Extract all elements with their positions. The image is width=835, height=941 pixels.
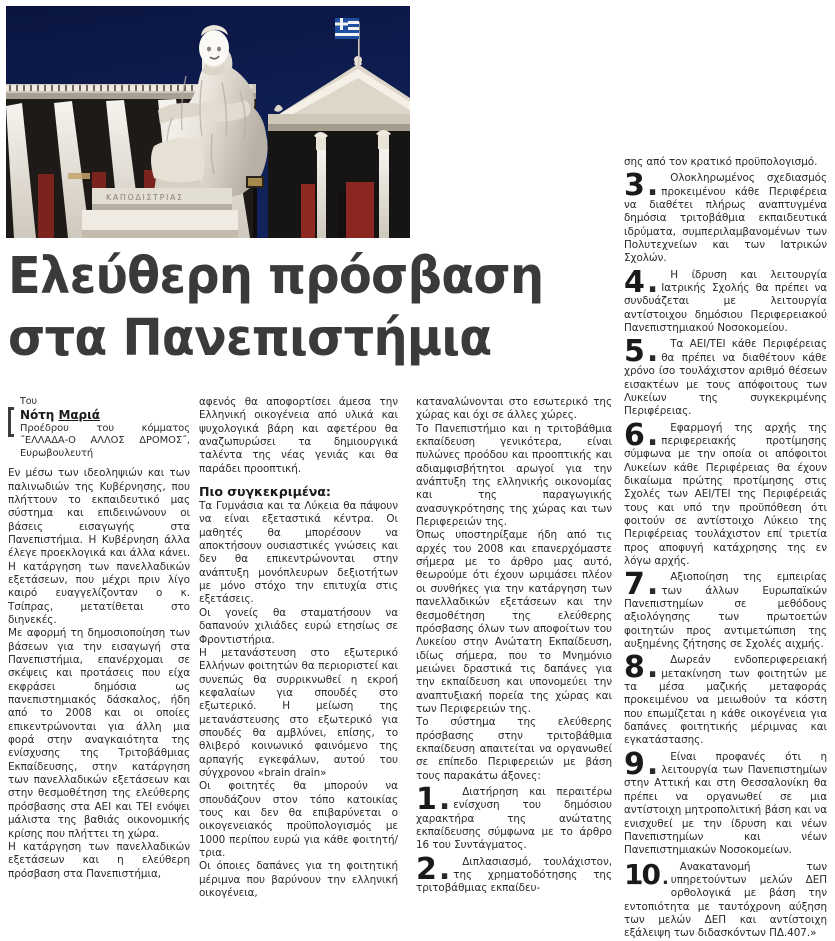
headline-line-1: Ελεύθερη πρόσβαση	[8, 247, 544, 306]
list-item-number: 3	[624, 168, 644, 204]
byline-role: Προέδρου του κόμματος ˝ΕΛΛΑΔΑ-Ο ΑΛΛΟΣ ΔΡΟΜΟΣ˝, Ευρωβουλευτή	[20, 423, 190, 459]
list-item-number: 4	[624, 264, 644, 300]
list-item	[624, 567, 827, 651]
list-item	[416, 851, 612, 896]
list-item-text: Εφαρμογή της αρχής της περιφερειακής προτίμησης σύμφωνα με την οποία οι απόφοιτοι Λυκείων κάθε Περιφέρειας θα έχουν δικαίωμα πρώτης προτίμησης στις Σχολές των ΑΕΙ/ΤΕΙ της Περιφέρειάς τους και υπό την προϋπόθεση ότι φοιτούν σε αντίστοιχο Λύκειο της Περιφέρειας τουλάχιστον επί τριετία προς αποφυγή κατάχρησης της εν λόγω αρχής.	[624, 421, 827, 567]
list-item-text: Διατήρηση και περαιτέρω ενίσχυση του δημόσιου χαρακτήρα της ανώτατης εκπαίδευσης σύμφωνα με το άρθρο 16 του Συντάγματος.	[416, 785, 612, 852]
list-item	[416, 781, 612, 853]
list-item-text: Ανακατανομή των υπηρετούντων μελών ΔΕΠ ορθολογικά με βάση την εντοπιότητα με ταυτόχρονη αύξηση των μελών ΔΕΠ και αντίστοιχη εξάλειψη των διδασκόντων ΠΔ.407.»	[624, 860, 827, 940]
list-item	[624, 746, 827, 858]
paragraph: Εν μέσω των ιδεοληψιών και των παλινωδιών της Κυβέρνησης, που πλήττουν το εκπαιδευτικό μας σύστημα και επιδεινώνουν οι βάσεις εισαγωγής στα Πανεπιστήμια. Η Κυβέρνηση άλλα έλεγε προεκλογικά και άλλα κάνει. Η κατάργηση των πανελλαδικών εξετάσεων, που μέχρι πριν λίγο καιρό ευαγγελίζονταν ο κ. Τσίπρας, μετατίθεται στο διηνεκές.	[8, 467, 190, 626]
list-item	[624, 334, 827, 418]
byline-kicker: Του	[20, 396, 37, 407]
list-number-period: .	[646, 168, 659, 204]
list-number-period: .	[646, 650, 659, 686]
author-last-name: Μαριά	[58, 408, 100, 422]
paragraph: Όπως υποστηρίξαμε ήδη από τις αρχές του 2008 και επανερχόμαστε σήμερα με το άρθρο μας αυτό, θεωρούμε ότι έχουν ωριμάσει πλέον οι συνθήκες για την κατάργηση των πανελλαδικών εξετάσεων και την θεσμοθέτηση της ελεύθερης πρόσβασης όλων των αποφοίτων του Λυκείου στην Ανώτατη Εκπαίδευση, ιδίως σήμερα, που το Μνημόνιο μειώνει δραστικά τις δαπάνες για την εκπαίδευση και υπονομεύει την αναπτυξιακή πορεία της χώρας και των Περιφερειών της.	[416, 529, 612, 715]
list-item-text: Η ίδρυση και λειτουργία Ιατρικής Σχολής θα πρέπει να συνδυάζεται με λειτουργία αντίστοιχου δημόσιου Περιφερειακού Πανεπιστημιακού Νοσοκομείου.	[624, 268, 827, 335]
paragraph: Η κατάργηση των πανελλαδικών εξετάσεων και η ελεύθερη πρόσβαση στα Πανεπιστήμια,	[8, 840, 190, 880]
list-number-period: .	[646, 746, 659, 782]
list-item	[624, 168, 827, 265]
paragraph: Οι φοιτητές θα μπορούν να σπουδάζουν στον τόπο κατοικίας τους και δεν θα επιβαρύνεται ο οικογενειακός προϋπολογισμός με 1000 περίπου ευρώ για κάθε φοιτητή/τρια.	[199, 780, 398, 859]
list-item-number: 10	[624, 857, 659, 891]
byline-author	[20, 408, 190, 422]
page-title	[8, 246, 544, 370]
list-item	[624, 857, 827, 941]
list-number-period: .	[438, 851, 451, 887]
paragraph: Οι όποιες δαπάνες για τη φοιτητική μέριμνα που βαρύνουν την ελληνική οικογένεια,	[199, 860, 398, 900]
list-item-number: 7	[624, 567, 644, 603]
list-item-number: 9	[624, 746, 644, 782]
paragraph: Το Πανεπιστήμιο και η τριτοβάθμια εκπαίδευση γενικότερα, είναι πυλώνες προόδου και προοπτικής και αδιαμφισβήτητοι αρωγοί για την ανάπτυξη της ελληνικής οικονομίας και της παραγωγικής ανασυγκρότησης της χώρας και των Περιφερειών της.	[416, 422, 612, 529]
list-item-text: Δωρεάν ενδοπεριφερειακή μετακίνηση των φοιτητών με τα μέσα μαζικής μεταφοράς προκειμένου να μειωθούν τα κόστη που επωμίζεται η κάθε οικογένεια για δαπάνες φοιτητικής μέριμνας και εγκατάστασης.	[624, 654, 827, 747]
pedestal-inscription: ΚΑΠΟΔΙΣΤΡΙΑΣ	[106, 193, 184, 202]
bracket-ornament	[8, 407, 14, 437]
photo-illustration	[6, 6, 410, 238]
list-item-text: Ολοκληρωμένος σχεδιασμός προκειμένου κάθε Περιφέρεια να διαθέτει πλήρως αναπτυγμένα δημόσια τριτοβάθμια εκπαιδευτικά ιδρύματα, συμπεριλαμβανομένων των Πολυτεχνείων και των Ιατρικών Σχολών.	[624, 172, 827, 265]
list-number-period: .	[661, 867, 669, 889]
list-number-period: .	[646, 334, 659, 370]
list-item-text: Τα ΑΕΙ/ΤΕΙ κάθε Περιφέρειας θα πρέπει να διαθέτουν κάθε χρόνο ίσο τουλάχιστον αριθμό θέσεων εισακτέων με τους απόφοιτους των Λυκείων της συγκεκριμένης Περιφέρειας.	[624, 338, 827, 418]
list-item-number: 5	[624, 334, 644, 370]
list-number-period: .	[438, 781, 451, 817]
article-column-3	[416, 396, 612, 895]
paragraph: αφενός θα αποφορτίσει άμεσα την Ελληνική οικογένεια από υλικά και ψυχολογικά βάρη και αφετέρου θα αναζωπυρώσει τα δημιουργικά ταλέντα της νέας γενιάς και θα παράδει προοπτική.	[199, 396, 398, 475]
list-item-text: Αξιοποίηση της εμπειρίας των άλλων Ευρωπαϊκών Πανεπιστημίων σε μεθόδους αξιολόγησης των πρωτοετών φοιτητών προς αντιμετώπιση της αυξημένης ζήτησης σε Σχολές αιχμής.	[624, 571, 827, 651]
list-item-number: 6	[624, 417, 644, 453]
list-item	[624, 264, 827, 336]
list-item-number: 1	[416, 781, 436, 817]
headline-line-2: στα Πανεπιστήμια	[8, 309, 492, 368]
author-first-name: Νότη	[20, 408, 55, 422]
article-photo	[6, 6, 410, 238]
list-item	[624, 650, 827, 747]
paragraph: Το σύστημα της ελεύθερης πρόσβασης στην τριτοβάθμια εκπαίδευση απαιτείται να οργανωθεί σε επίπεδο Περιφερειών με βάση τους παρακάτω άξονες:	[416, 716, 612, 782]
paragraph: Η μετανάστευση στο εξωτερικό Ελλήνων φοιτητών θα περιοριστεί και συνεπώς θα συρρικνωθεί η εκροή κεφαλαίων για σπουδές στο εξωτερικό. Η μείωση της μετανάστευσης στο εξωτερικό για σπουδές θα αμβλύνει, επίσης, το θλιβερό κοινωνικό φαινόμενο της αρπαγής εγκεφάλων, αυτού του σύγχρονου «brain drain»	[199, 646, 398, 779]
paragraph: Με αφορμή τη δημοσιοποίηση των βάσεων για την εισαγωγή στα Πανεπιστήμια, επανέρχομαι σε σκέψεις και προτάσεις που είχα εκφράσει δημόσια ως πανεπιστημιακός δάσκαλος, ήδη από το 2008 και οι οποίες επικεντρώνονται για άλλη μια φορά στην αναγκαιότητα της ενίσχυσης της Τριτοβάθμιας Εκπαίδευσης, στην κατάργηση των πανελλαδικών εξετάσεων και στην θεσμοθέτηση της ελεύθερης πρόσβασης στα ΑΕΙ και ΤΕΙ ενόψει μάλιστα της βαθιάς οικονομικής κρίσης που πλήττει τη χώρα.	[8, 627, 190, 840]
paragraph: Οι γονείς θα σταματήσουν να δαπανούν χιλιάδες ευρώ ετησίως σε Φροντιστήρια.	[199, 606, 398, 646]
paragraph: σης από τον κρατικό προϋπολογισμό.	[624, 156, 818, 168]
paragraph: Τα Γυμνάσια και τα Λύκεια θα πάψουν να είναι εξεταστικά κέντρα. Οι μαθητές θα μπορέσουν να αποκτήσουν ουσιαστικές γνώσεις και δεν θα επικεντρώνονται στην ανάπτυξη μονόπλευρων δεξιοτήτων με μόνο στόχο την επιτυχία στις εξετάσεις.	[199, 500, 398, 606]
list-item-number: 8	[624, 650, 644, 686]
paragraph: καταναλώνονται στο εσωτερικό της χώρας και όχι σε άλλες χώρες.	[416, 396, 612, 422]
article-column-4	[624, 156, 827, 940]
list-item-text: Είναι προφανές ότι η λειτουργία των Πανεπιστημίων στην Αττική και στη Θεσσαλονίκη θα πρέπει να οργανωθεί σε μια αντίστοιχη μητροπολιτική βάση και να ενισχυθεί με την ίδρυση και νέων Πανεπιστημίων και νέων Πανεπιστημιακών Νοσοκομείων.	[624, 750, 827, 857]
article-column-2	[199, 396, 398, 900]
list-number-period: .	[646, 567, 659, 603]
list-number-period: .	[646, 417, 659, 453]
list-item	[624, 417, 827, 569]
list-item-text: Διπλασιασμό, τουλάχιστον, της χρηματοδότησης της τριτοβάθμιας εκπαίδευ-	[416, 855, 612, 895]
statue-pedestal	[82, 188, 238, 238]
list-number-period: .	[646, 264, 659, 300]
byline	[8, 396, 190, 460]
section-subheading: Πιο συγκεκριμένα:	[199, 484, 331, 500]
list-item-number: 2	[416, 851, 436, 887]
article-column-1	[8, 396, 190, 880]
